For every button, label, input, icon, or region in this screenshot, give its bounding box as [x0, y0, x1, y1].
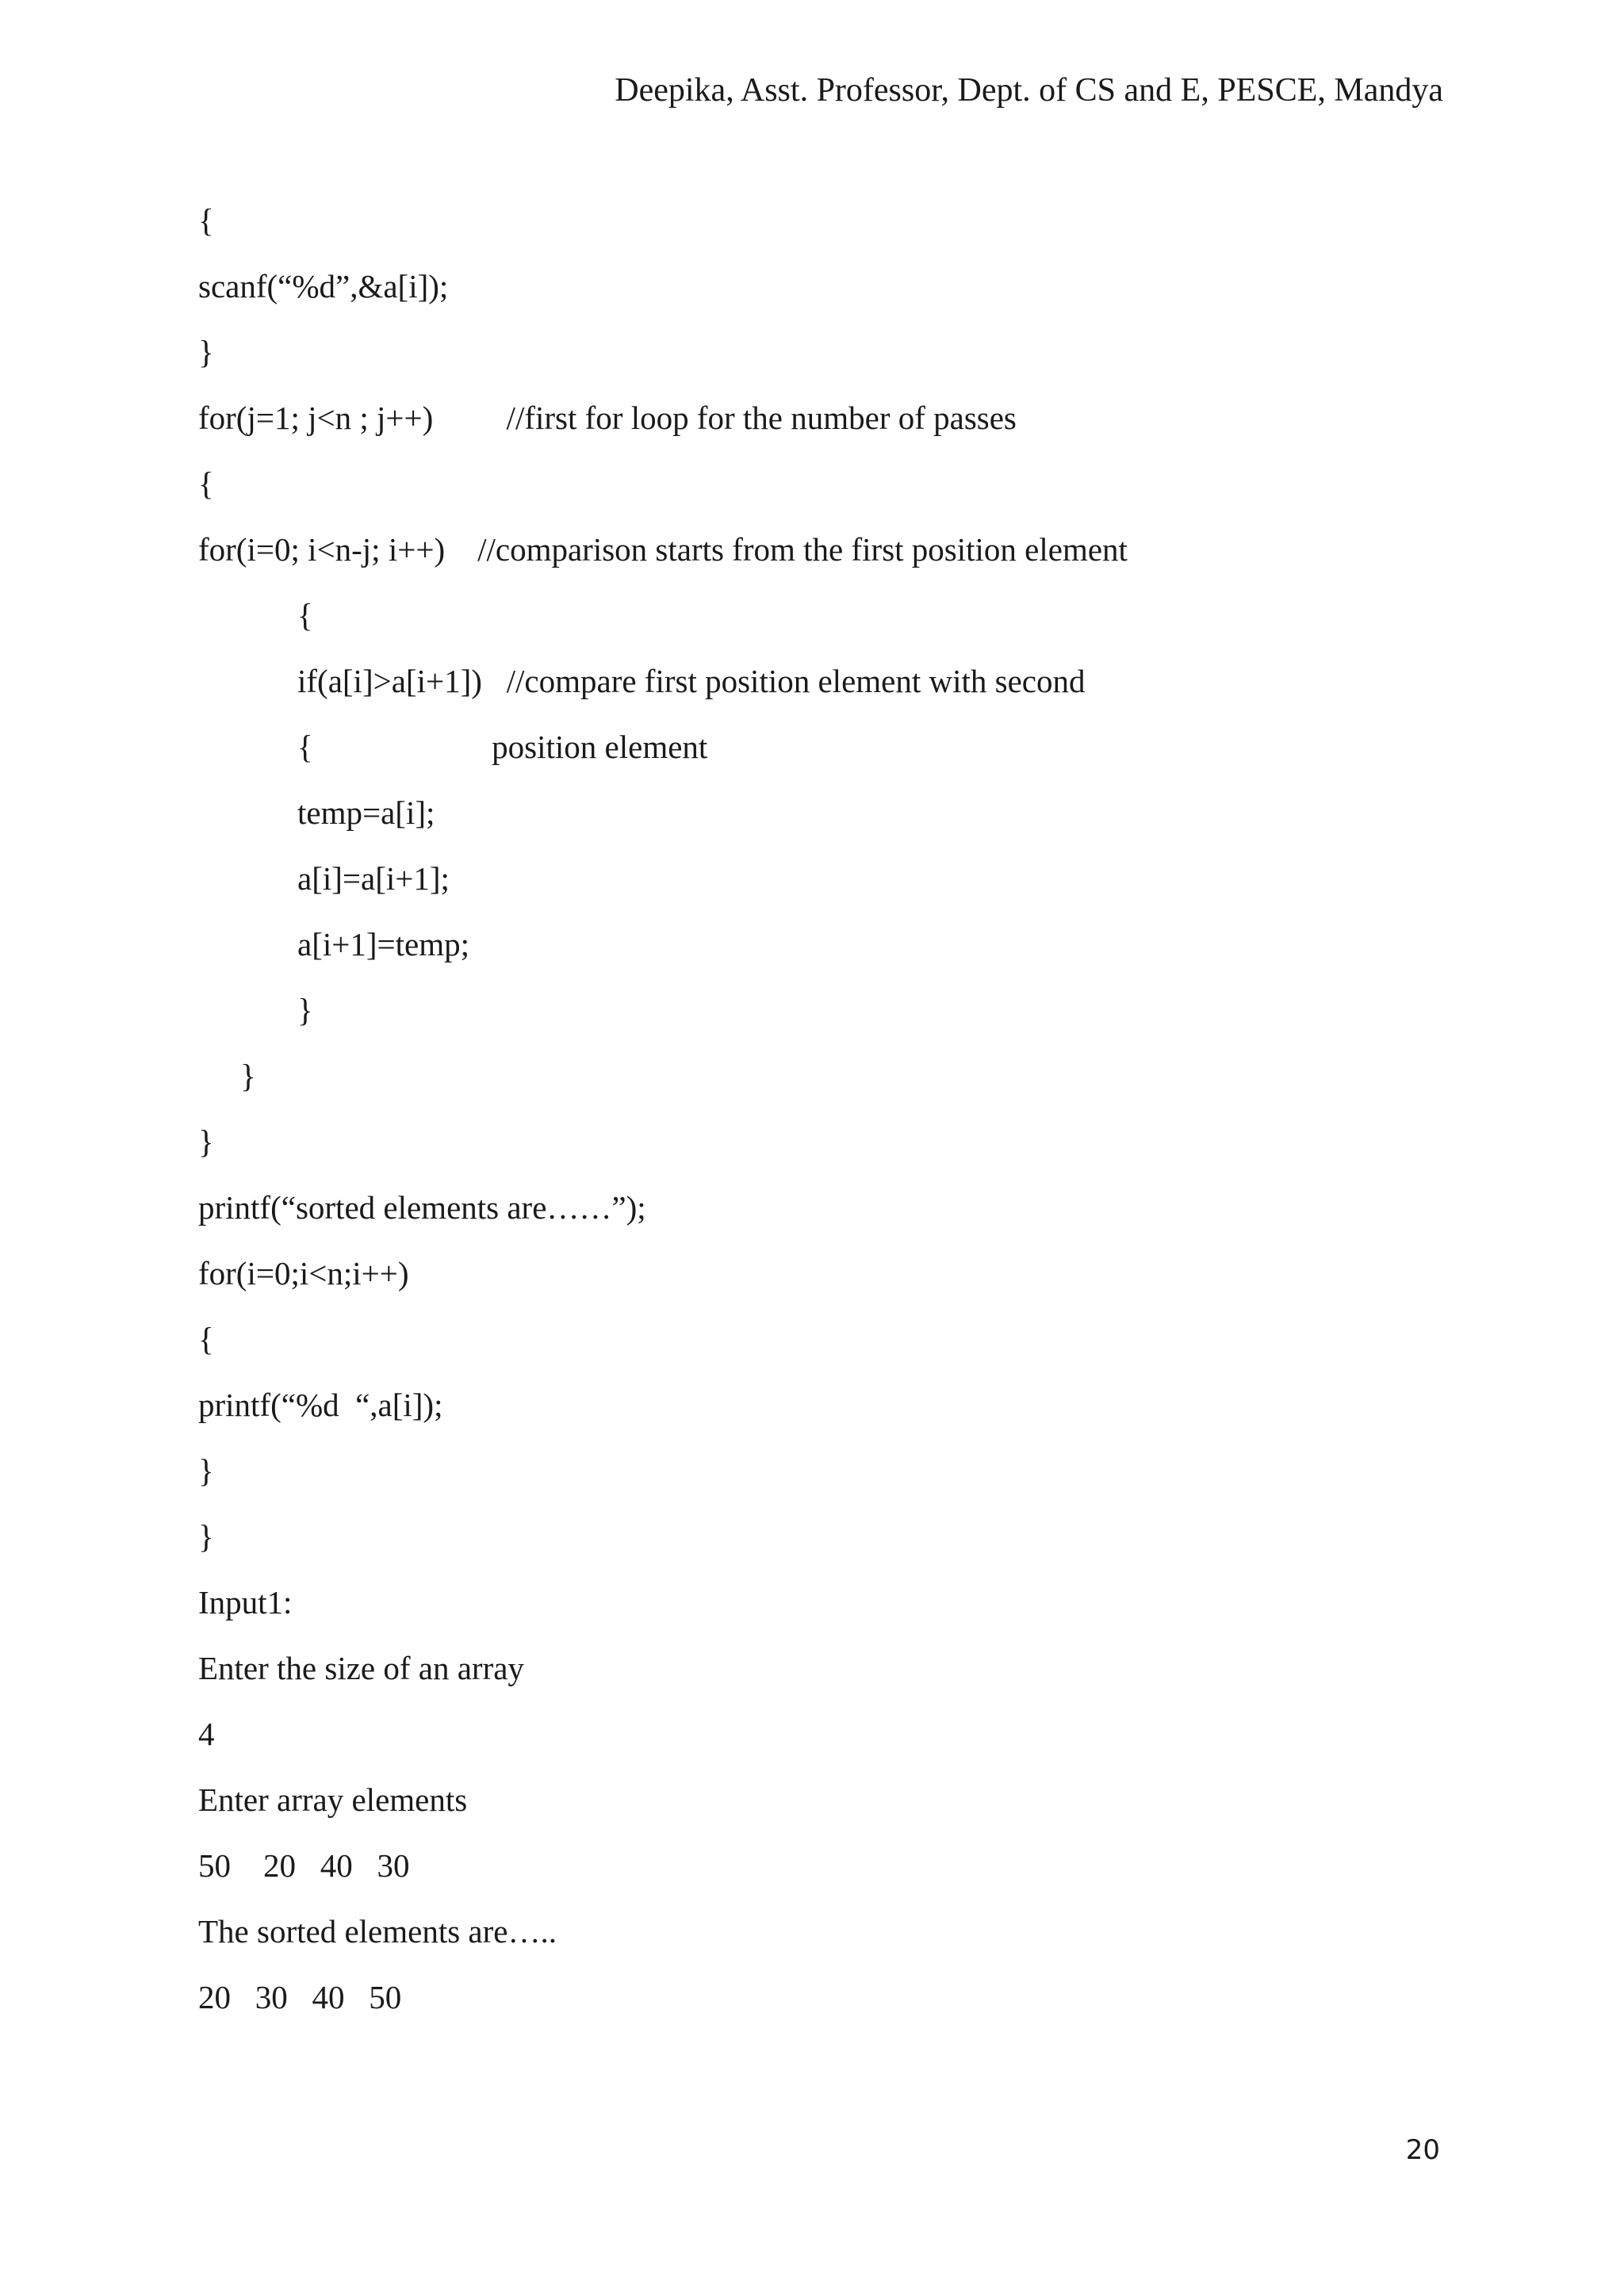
code-line-12: a[i+1]=temp; — [297, 926, 470, 962]
code-line-7: { — [297, 597, 313, 633]
code-line-4: for(j=1; j<n ; j++) //first for loop for the number of passes — [198, 400, 1017, 436]
page-number: 20 — [1405, 2134, 1440, 2166]
code-line-18: { — [198, 1321, 214, 1357]
code-line-16: printf(“sorted elements are……”); — [198, 1189, 646, 1226]
code-line-6: for(i=0; i<n-j; i++) //comparison starts from the first position element — [198, 531, 1128, 568]
code-line-19: printf(“%d “,a[i]); — [198, 1387, 443, 1423]
output-line-7: 20 30 40 50 — [198, 1979, 402, 2015]
page-header: Deepika, Asst. Professor, Dept. of CS and E, PESCE, Mandya — [615, 72, 1443, 109]
code-line-9: { position element — [297, 729, 708, 765]
code-line-20: } — [198, 1452, 214, 1489]
code-line-15: } — [198, 1123, 214, 1160]
code-line-3: } — [198, 334, 214, 370]
output-line-6: The sorted elements are….. — [198, 1913, 557, 1950]
output-line-2: Enter the size of an array — [198, 1650, 524, 1686]
code-line-8: if(a[i]>a[i+1]) //compare first position element with second — [297, 663, 1086, 699]
output-line-4: Enter array elements — [198, 1781, 468, 1818]
output-line-5: 50 20 40 30 — [198, 1847, 410, 1884]
code-line-13: } — [297, 992, 313, 1028]
code-line-10: temp=a[i]; — [297, 794, 435, 831]
code-line-1: { — [198, 202, 214, 239]
code-line-5: { — [198, 465, 214, 502]
output-line-1: Input1: — [198, 1584, 293, 1621]
code-line-11: a[i]=a[i+1]; — [297, 860, 450, 897]
code-line-2: scanf(“%d”,&a[i]); — [198, 268, 449, 304]
code-line-21: } — [198, 1518, 214, 1555]
code-line-14: } — [240, 1058, 256, 1094]
output-line-3: 4 — [198, 1716, 215, 1752]
code-line-17: for(i=0;i<n;i++) — [198, 1255, 409, 1292]
